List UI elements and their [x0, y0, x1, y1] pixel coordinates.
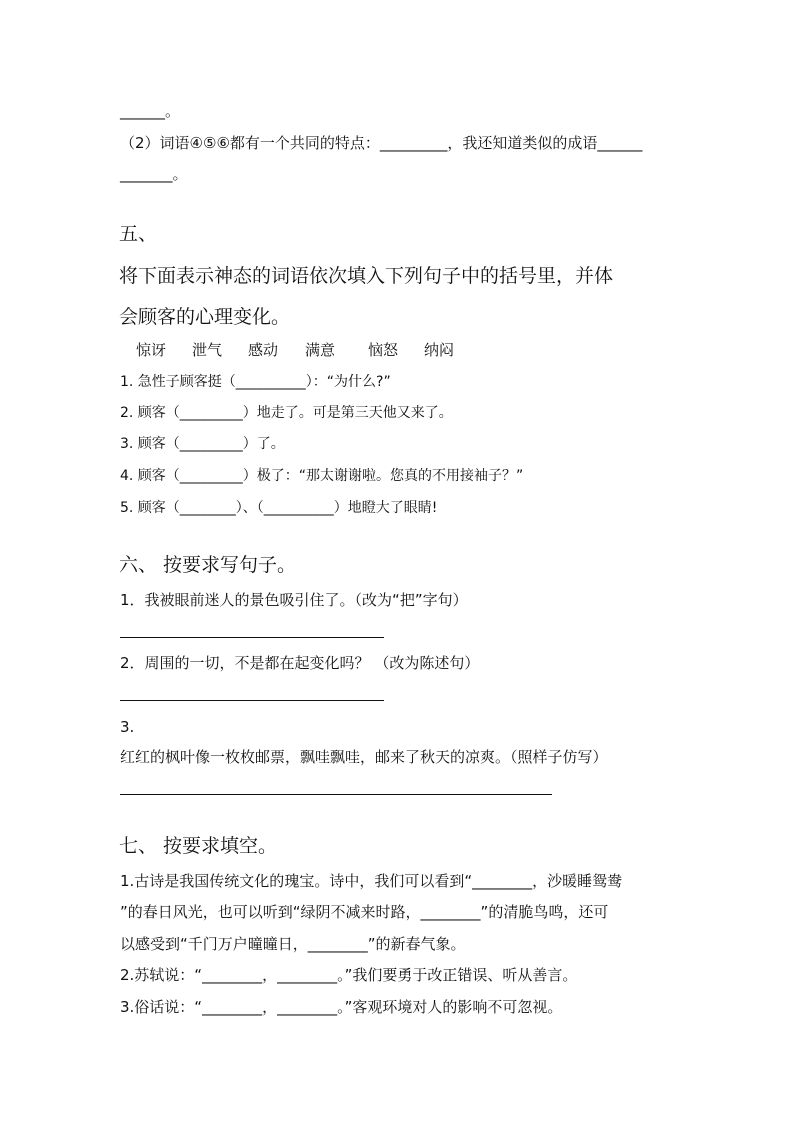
word-bank-item: 感动 [248, 341, 279, 359]
word-bank-item: 纳闷 [424, 341, 455, 359]
section4-question-2-continued: _______。 [120, 165, 188, 183]
section7-question-1-line2: ”的春日风光，也可以听到“绿阴不减来时路，________”的清脆鸟鸣，还可 [120, 903, 609, 921]
word-bank-item: 泄气 [192, 341, 223, 359]
section4-question-2: （2）词语④⑤⑥都有一个共同的特点：_________，我还知道类似的成语______ [120, 134, 643, 152]
section5-item-5: 5. 顾客（________）、（__________）地瞪大了眼睛! [120, 500, 438, 516]
section7-question-3: 3.俗话说：“________，________。”客观环境对人的影响不可忽视。 [120, 998, 563, 1016]
section5-item-3: 3. 顾客（_________）了。 [120, 436, 285, 452]
section5-instruction-line1: 将下面表示神态的词语依次填入下列句子中的括号里，并体 [119, 265, 614, 287]
section6-question-3-number: 3. [120, 718, 135, 736]
section6-question-3: 红红的枫叶像一枚枚邮票，飘哇飘哇，邮来了秋天的凉爽。（照样子仿写） [120, 748, 608, 766]
section6-heading: 六、 按要求写句子。 [119, 554, 297, 576]
section5-item-2: 2. 顾客（_________）地走了。可是第三天他又来了。 [120, 405, 453, 421]
section7-heading: 七、 按要求填空。 [119, 835, 278, 857]
section5-instruction-line2: 会顾客的心理变化。 [119, 306, 291, 328]
section6-question-2: 2．周围的一切，不是都在起变化吗？ （改为陈述句） [120, 654, 480, 672]
section4-blank-line: ______。 [120, 102, 181, 120]
word-bank-item: 满意 [305, 341, 336, 359]
section6-question-1: 1．我被眼前迷人的景色吸引住了。（改为“把”字句） [120, 591, 468, 609]
answer-line [120, 637, 384, 638]
section7-question-1-line1: 1.古诗是我国传统文化的瑰宝。诗中，我们可以看到“________，沙暖睡鸳鸯 [120, 872, 623, 890]
word-bank-item: 恼怒 [368, 341, 399, 359]
answer-line [120, 794, 552, 795]
section7-question-2: 2.苏轼说：“________，________。”我们要勇于改正错误、听从善言。 [120, 966, 578, 984]
section5-item-4: 4. 顾客（_________）极了：“那太谢谢啦。您真的不用接袖子？” [120, 468, 524, 484]
section5-item-1: 1. 急性子顾客挺（__________）：“为什么?” [120, 374, 391, 390]
section7-question-1-line3: 以感受到“千门万户曈曈日，________”的新春气象。 [120, 935, 466, 953]
answer-line [120, 700, 384, 701]
section5-heading: 五、 [119, 223, 158, 245]
word-bank-item: 惊讶 [136, 341, 167, 359]
